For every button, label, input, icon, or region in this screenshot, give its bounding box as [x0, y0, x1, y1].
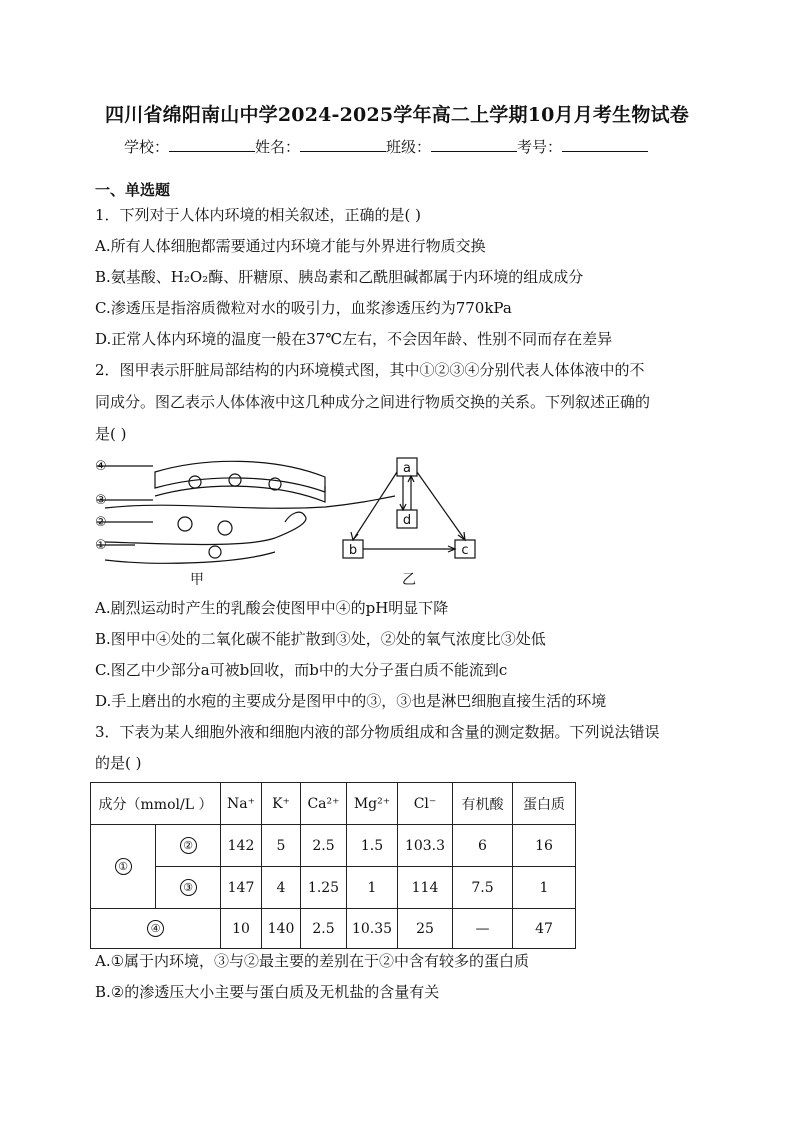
node-d-label: d — [402, 513, 412, 528]
name-label: 姓名： — [255, 138, 301, 156]
table-row-label-cell — [156, 825, 221, 867]
q2-option-d: D.手上磨出的水疱的主要成分是图甲中的③，③也是淋巴细胞直接生活的环境 — [95, 692, 607, 710]
table-cell: 114 — [398, 867, 453, 909]
exam-no-label: 考号： — [517, 138, 563, 156]
tissue-cell — [178, 517, 192, 531]
capillary-lower-wall — [155, 486, 325, 502]
jia-label-1: ① — [95, 538, 107, 553]
table-header-cell: 有机酸 — [453, 783, 513, 825]
q1-stem: 1．下列对于人体内环境的相关叙述，正确的是( ) — [95, 206, 422, 224]
table-cell: 25 — [398, 909, 453, 949]
arrow-a-to-c — [417, 472, 465, 540]
q2-figures — [95, 452, 515, 592]
name-blank[interactable] — [300, 137, 386, 152]
table-header-row — [91, 783, 576, 825]
table-row — [91, 825, 576, 867]
q2-option-a: A.剧烈运动时产生的乳酸会使图甲中④的pH明显下降 — [95, 599, 449, 617]
table-cell: 1.25 — [301, 867, 347, 909]
table-cell: 16 — [513, 825, 576, 867]
table-header-cell: 成分（mmol/L ） — [91, 783, 221, 825]
q1-option-d: D.正常人体内环境的温度一般在37℃左右，不会因年龄、性别不同而存在差异 — [95, 330, 613, 348]
table-cell: 1.5 — [347, 825, 398, 867]
tissue-fluid-boundary — [105, 496, 395, 508]
table-group-cell — [91, 825, 156, 909]
q2-option-b: B.图甲中④处的二氧化碳不能扩散到③处，②处的氧气浓度比③处低 — [95, 630, 546, 648]
jia-label-2: ② — [95, 515, 107, 530]
table-row — [91, 909, 576, 949]
school-label: 学校： — [124, 138, 170, 156]
table-cell: 10.35 — [347, 909, 398, 949]
table-cell: 10 — [221, 909, 262, 949]
tissue-cell — [218, 521, 232, 535]
student-info-line — [124, 136, 648, 157]
table-row-label: ③ — [180, 879, 197, 896]
q2-stem-line1: 2．图甲表示肝脏局部结构的内环境模式图，其中①②③④分别代表人体体液中的不 — [95, 361, 645, 379]
table-header-cell: Cl⁻ — [398, 783, 453, 825]
q3-stem-line2: 的是( ) — [95, 754, 142, 772]
class-blank[interactable] — [431, 137, 517, 152]
class-label: 班级： — [386, 138, 432, 156]
table-header-cell: Mg²⁺ — [347, 783, 398, 825]
table-cell: 5 — [262, 825, 301, 867]
table-row-label: ② — [180, 837, 197, 854]
school-blank[interactable] — [169, 137, 255, 152]
table-header-cell: K⁺ — [262, 783, 301, 825]
table-cell: 4 — [262, 867, 301, 909]
jia-caption: 甲 — [190, 572, 204, 588]
q3-option-a: A.①属于内环境，③与②最主要的差别在于②中含有较多的蛋白质 — [95, 952, 530, 970]
q2-stem-line2: 同成分。图乙表示人体体液中这几种成分之间进行物质交换的关系。下列叙述正确的 — [95, 393, 651, 411]
jia-label-3: ③ — [95, 493, 107, 508]
q1-option-b: B.氨基酸、H₂O₂酶、肝糖原、胰岛素和乙酰胆碱都属于内环境的组成成分 — [95, 268, 584, 286]
node-a-label: a — [403, 461, 411, 476]
lymph-vessel — [105, 512, 306, 544]
page-title: 四川省绵阳南山中学2024-2025学年高二上学期10月月考生物试卷 — [105, 104, 689, 126]
table-header-cell: Ca²⁺ — [301, 783, 347, 825]
table-cell: 47 — [513, 909, 576, 949]
node-c-label: c — [461, 543, 469, 558]
table-row — [91, 867, 576, 909]
blood-cell — [229, 474, 241, 486]
table-cell: 2.5 — [301, 825, 347, 867]
exam-no-blank[interactable] — [562, 137, 648, 152]
blood-cell — [189, 476, 201, 488]
q3-table — [90, 782, 576, 949]
q2-stem-line3: 是( ) — [95, 425, 127, 443]
arrow-a-to-b — [353, 472, 397, 540]
table-cell: 1 — [347, 867, 398, 909]
table-row-label-cell — [156, 867, 221, 909]
q3-option-b: B.②的渗透压大小主要与蛋白质及无机盐的含量有关 — [95, 983, 440, 1001]
table-header-cell: Na⁺ — [221, 783, 262, 825]
table-row-label: ④ — [147, 920, 164, 937]
q1-option-c: C.渗透压是指溶质微粒对水的吸引力，血浆渗透压约为770kPa — [95, 299, 512, 317]
table-cell: 140 — [262, 909, 301, 949]
table-cell: 1 — [513, 867, 576, 909]
table-cell: 142 — [221, 825, 262, 867]
table-cell: 147 — [221, 867, 262, 909]
jia-label-4: ④ — [95, 459, 107, 474]
table-cell: 103.3 — [398, 825, 453, 867]
q2-option-c: C.图乙中少部分a可被b回收，而b中的大分子蛋白质不能流到c — [95, 661, 508, 679]
table-group-label: ① — [115, 858, 132, 875]
table-cell: 2.5 — [301, 909, 347, 949]
q1-option-a: A.所有人体细胞都需要通过内环境才能与外界进行物质交换 — [95, 237, 486, 255]
section-heading: 一、单选题 — [95, 181, 171, 199]
lymph-cell — [209, 546, 221, 558]
yi-caption: 乙 — [402, 572, 416, 588]
table-cell: — — [453, 909, 513, 949]
node-b-label: b — [348, 543, 358, 558]
table-cell: 7.5 — [453, 867, 513, 909]
table-row-label-cell — [91, 909, 221, 949]
lymph-lower — [105, 552, 275, 563]
table-cell: 6 — [453, 825, 513, 867]
q3-stem-line1: 3．下表为某人细胞外液和细胞内液的部分物质组成和含量的测定数据。下列说法错误 — [95, 723, 660, 741]
table-header-cell: 蛋白质 — [513, 783, 576, 825]
